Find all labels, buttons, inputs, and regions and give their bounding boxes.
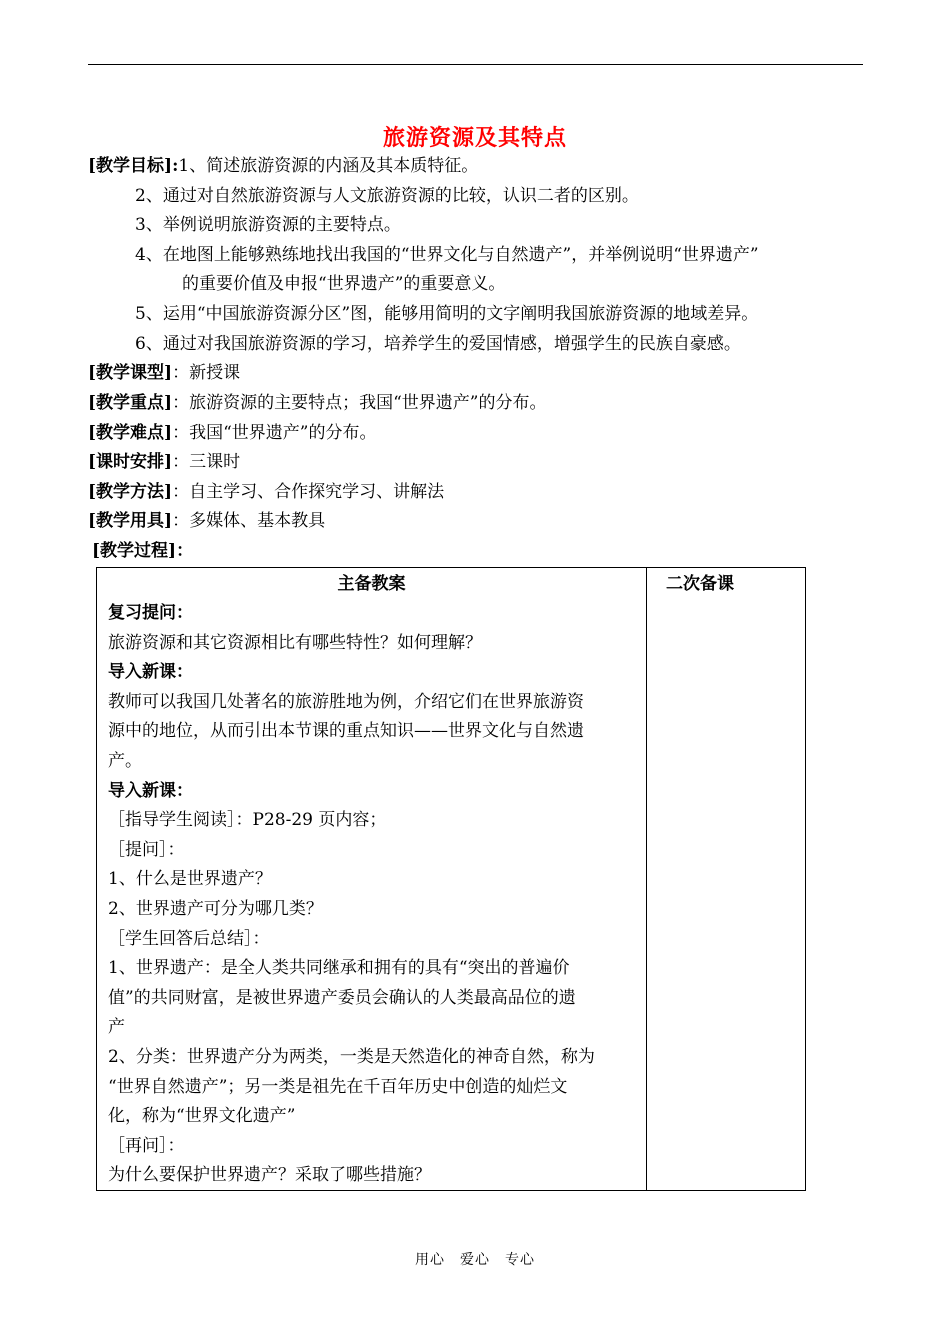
page-title: 旅游资源及其特点	[382, 125, 567, 151]
content-line: “世界自然遗产”；另一类是祖先在千百年历史中创造的灿烂文	[108, 1076, 568, 1097]
content-line: ［提问］：	[108, 839, 185, 860]
content-line: 产	[108, 1017, 125, 1038]
lesson-difficulty-label: [教学难点]	[88, 423, 173, 443]
section-heading: 复习提问：	[108, 603, 193, 623]
lesson-type	[88, 362, 240, 384]
content-line: 源中的地位，从而引出本节课的重点知识——世界文化与自然遗	[108, 721, 584, 742]
content-line: 2、分类：世界遗产分为两类，一类是天然造化的神奇自然，称为	[108, 1047, 595, 1067]
lesson-process-label: [教学过程]：	[92, 541, 194, 561]
lesson-difficulty-value: ：我国“世界遗产”的分布。	[172, 423, 377, 443]
objectives-label: [教学目标]:	[88, 156, 179, 176]
content-line: ［再问］：	[108, 1135, 185, 1156]
lesson-schedule-value: ：三课时	[172, 452, 241, 472]
content-line: ［指导学生阅读］：P28-29 页内容；	[108, 810, 387, 831]
lesson-difficulty	[88, 422, 376, 444]
lesson-tools-value: ：多媒体、基本教具	[172, 511, 326, 531]
lesson-focus	[88, 392, 546, 414]
content-line: 1、世界遗产：是全人类共同继承和拥有的具有“突出的普遍价	[108, 958, 570, 979]
content-line: 值”的共同财富，是被世界遗产委员会确认的人类最高品位的遗	[108, 987, 576, 1008]
content-line: 2、世界遗产可分为哪几类？	[108, 899, 323, 919]
objective-3: 3、举例说明旅游资源的主要特点。	[135, 215, 401, 235]
section-heading: 导入新课：	[108, 780, 193, 801]
content-line: 教师可以我国几处著名的旅游胜地为例，介绍它们在世界旅游资	[108, 691, 584, 712]
header-rule	[88, 64, 863, 65]
lesson-plan-table	[96, 567, 806, 1191]
lesson-type-value: ：新授课	[172, 363, 241, 383]
objective-2: 2、通过对自然旅游资源与人文旅游资源的比较，认识二者的区别。	[135, 186, 639, 206]
lesson-method-label: [教学方法]	[88, 482, 173, 502]
table-header-main: 主备教案	[337, 574, 406, 594]
content-line: 为什么要保护世界遗产？采取了哪些措施？	[108, 1165, 431, 1186]
objective-1: 1、简述旅游资源的内涵及其本质特征。	[178, 156, 479, 176]
lesson-focus-value: ：旅游资源的主要特点；我国“世界遗产”的分布。	[172, 393, 547, 413]
table-header-secondary: 二次备课	[666, 574, 734, 594]
content-line: 1、什么是世界遗产？	[108, 869, 272, 890]
lesson-method-value: ：自主学习、合作探究学习、讲解法	[172, 482, 445, 502]
lesson-schedule-label: [课时安排]	[88, 452, 173, 472]
lesson-focus-label: [教学重点]	[88, 393, 173, 413]
objective-4-cont: 的重要价值及申报“世界遗产”的重要意义。	[182, 274, 506, 294]
content-line: ［学生回答后总结］：	[108, 928, 270, 949]
lesson-tools-label: [教学用具]	[88, 511, 173, 531]
objective-5: 5、运用“中国旅游资源分区”图，能够用简明的文字阐明我国旅游资源的地域差异。	[135, 304, 759, 324]
lesson-type-label: [教学课型]	[88, 363, 173, 383]
content-line: 产。	[108, 751, 142, 771]
table-column-divider	[646, 568, 647, 1190]
section-heading: 导入新课：	[108, 662, 193, 683]
lesson-tools	[88, 510, 325, 532]
objective-4: 4、在地图上能够熟练地找出我国的“世界文化与自然遗产”，并举例说明“世界遗产”	[135, 245, 759, 265]
content-line: 化，称为“世界文化遗产”	[108, 1106, 296, 1127]
lesson-method	[88, 481, 444, 503]
content-line: 旅游资源和其它资源相比有哪些特性？如何理解？	[108, 632, 482, 653]
objectives-line-1	[88, 155, 478, 177]
objective-6: 6、通过对我国旅游资源的学习，培养学生的爱国情感，增强学生的民族自豪感。	[135, 334, 741, 354]
page-footer: 用心 爱心 专心	[415, 1252, 535, 1268]
lesson-schedule	[88, 451, 240, 473]
